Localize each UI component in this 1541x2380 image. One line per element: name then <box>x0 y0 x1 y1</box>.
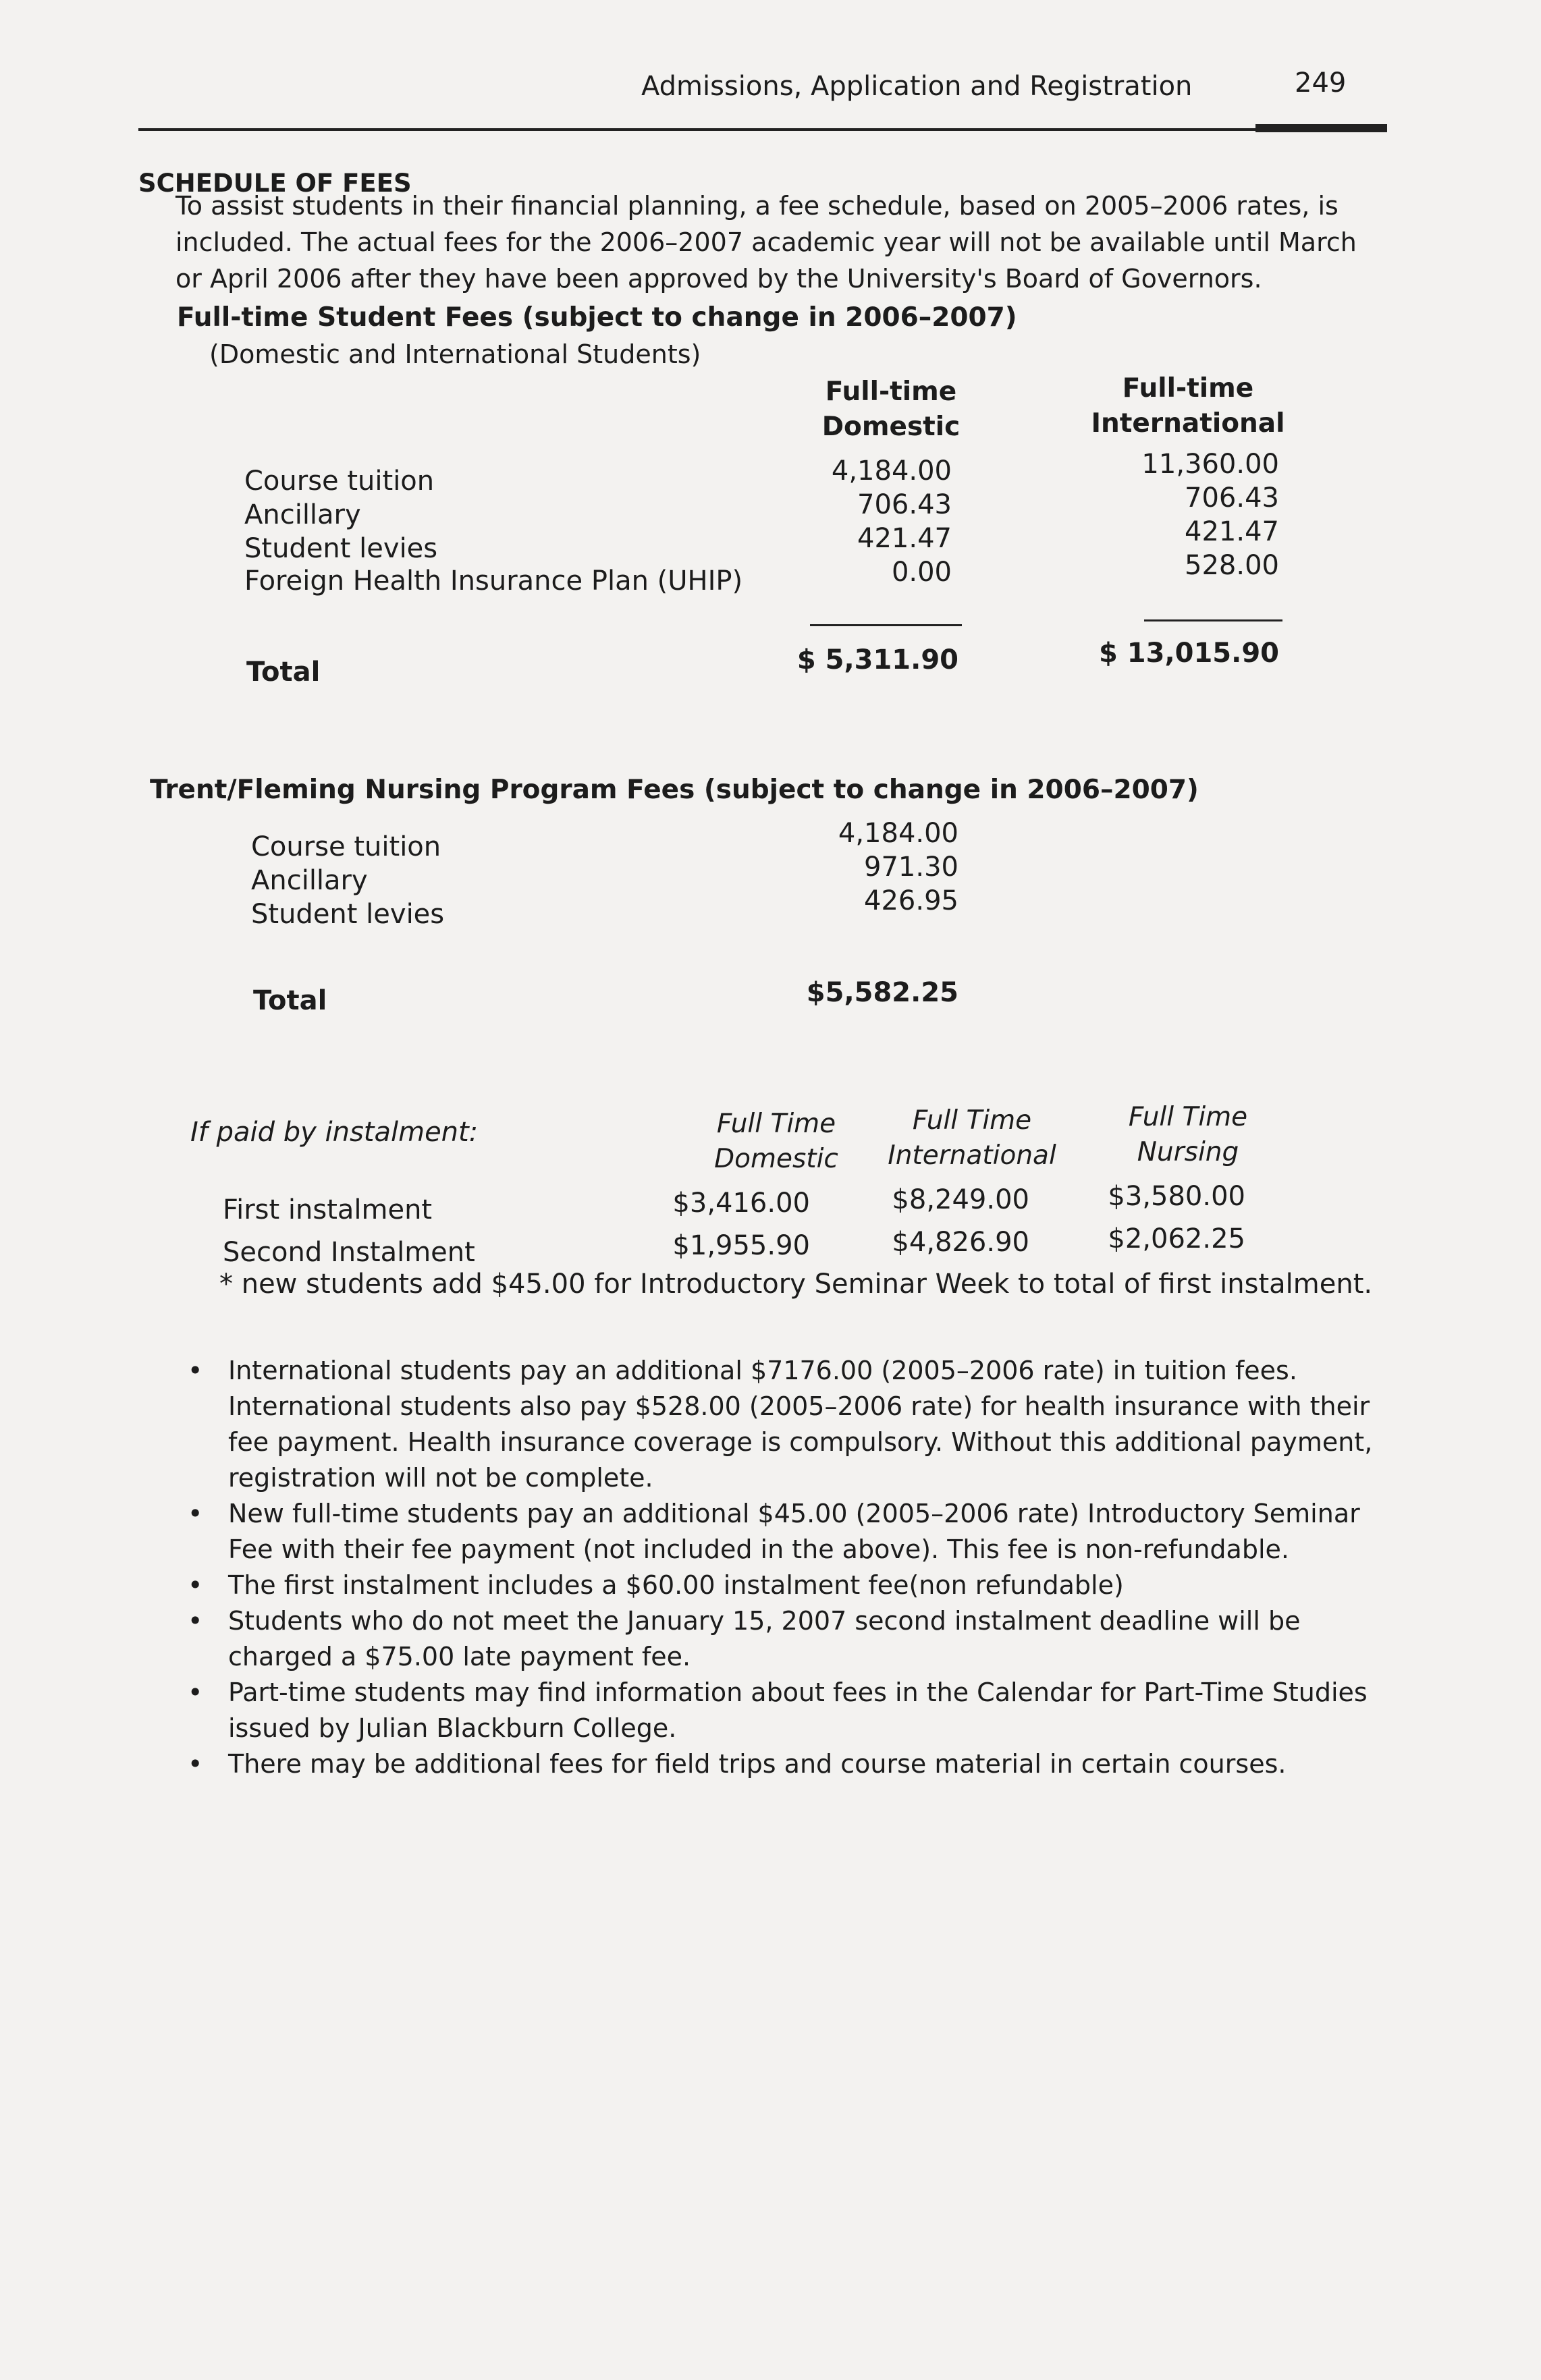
nursing-row-label: Student levies <box>251 899 445 930</box>
fee-row-label: Foreign Health Insurance Plan (UHIP) <box>244 565 743 597</box>
instalment-domestic-value: $1,955.90 <box>672 1230 810 1261</box>
col-head-ft-international: Full Time International <box>888 1105 1056 1171</box>
list-item: • Students who do not meet the January 15, 2007 second instalment deadline will be charged a $75.00 late payment fee. <box>182 1603 1397 1675</box>
sum-rule-domestic <box>810 624 962 626</box>
nursing-row-value: 4,184.00 <box>838 818 958 849</box>
fee-domestic-value: 0.00 <box>891 557 952 588</box>
fulltime-subnote: (Domestic and International Students) <box>209 339 701 369</box>
nursing-total-label: Total <box>253 985 327 1016</box>
sum-rule-international <box>1144 619 1282 621</box>
instalment-international-value: $4,826.90 <box>892 1227 1029 1258</box>
fee-international-value: 706.43 <box>1185 482 1279 514</box>
col-head-domestic: Full-time Domestic <box>821 377 961 442</box>
bullet-icon: • <box>188 1606 203 1636</box>
fulltime-total-label: Total <box>246 657 321 688</box>
fee-domestic-value: 421.47 <box>857 523 952 554</box>
header-rule-accent <box>1255 124 1387 132</box>
fee-notes-list <box>182 1353 1397 1782</box>
instalment-domestic-value: $3,416.00 <box>672 1188 810 1219</box>
bullet-icon: • <box>188 1570 203 1600</box>
instalment-label: If paid by instalment: <box>190 1117 479 1148</box>
bullet-icon: • <box>188 1356 203 1385</box>
nursing-row-label: Course tuition <box>251 831 441 862</box>
intro-paragraph: To assist students in their financial planning, a fee schedule, based on 2005–2006 rates, is included. The actual fees for the 2006–2007 academic year will not be available until March or April 2006 after they have been approved by the University's Board of Governors. <box>175 191 1357 294</box>
nursing-heading: Trent/Fleming Nursing Program Fees (subject to change in 2006–2007) <box>150 775 1199 805</box>
instalment-row-label: Second Instalment <box>223 1237 475 1268</box>
nursing-total-value: $5,582.25 <box>806 977 958 1008</box>
list-item: • There may be additional fees for field trips and course material in certain courses. <box>182 1746 1397 1782</box>
fee-international-value: 421.47 <box>1185 516 1279 547</box>
nursing-row-value: 426.95 <box>864 885 958 916</box>
fee-row-label: Student levies <box>244 533 438 564</box>
bullet-icon: • <box>188 1678 203 1707</box>
list-item: • New full-time students pay an additional $45.00 (2005–2006 rate) Introductory Seminar Fee with their fee payment (not included in the above). This fee is non-refundable. <box>182 1496 1397 1568</box>
list-item: • Part-time students may find information about fees in the Calendar for Part-Time Studies issued by Julian Blackburn College. <box>182 1675 1397 1746</box>
col-head-ft-domestic: Full Time Domestic <box>714 1109 838 1174</box>
col-head-ft-nursing: Full Time Nursing <box>1128 1102 1248 1167</box>
fulltime-heading: Full-time Student Fees (subject to change in 2006–2007) <box>177 302 1017 333</box>
header-rule <box>138 128 1387 131</box>
instalment-international-value: $8,249.00 <box>892 1184 1029 1215</box>
fulltime-total-international: $ 13,015.90 <box>1099 638 1279 669</box>
fee-row-label: Course tuition <box>244 466 435 497</box>
fee-domestic-value: 706.43 <box>857 489 952 520</box>
fee-row-label: Ancillary <box>244 499 361 530</box>
fulltime-total-domestic: $ 5,311.90 <box>796 644 958 675</box>
section-heading: SCHEDULE OF FEES <box>138 169 412 198</box>
running-header: Admissions, Application and Registration <box>641 71 1193 102</box>
page-number: 249 <box>1295 67 1347 99</box>
bullet-icon: • <box>188 1749 203 1779</box>
instalment-footnote: * new students add $45.00 for Introductory Seminar Week to total of first instalment. <box>219 1269 1373 1300</box>
instalment-nursing-value: $3,580.00 <box>1108 1181 1245 1212</box>
fee-domestic-value: 4,184.00 <box>831 455 952 487</box>
nursing-row-label: Ancillary <box>251 865 368 896</box>
list-item: • The first instalment includes a $60.00 instalment fee(non refundable) <box>182 1568 1397 1603</box>
col-head-international: Full-time International <box>1091 373 1285 439</box>
list-item: • International students pay an additional $7176.00 (2005–2006 rate) in tuition fees. International students also pay $528.00 (2005–2006 rate) for health insurance with their fee payment. Health insurance coverage is compulsory. Without this additional payment, registration will not be complete. <box>182 1353 1397 1496</box>
fee-international-value: 11,360.00 <box>1141 449 1279 480</box>
instalment-nursing-value: $2,062.25 <box>1108 1223 1245 1254</box>
instalment-row-label: First instalment <box>223 1194 433 1225</box>
nursing-row-value: 971.30 <box>864 852 958 883</box>
fee-international-value: 528.00 <box>1185 550 1279 581</box>
bullet-icon: • <box>188 1499 203 1528</box>
